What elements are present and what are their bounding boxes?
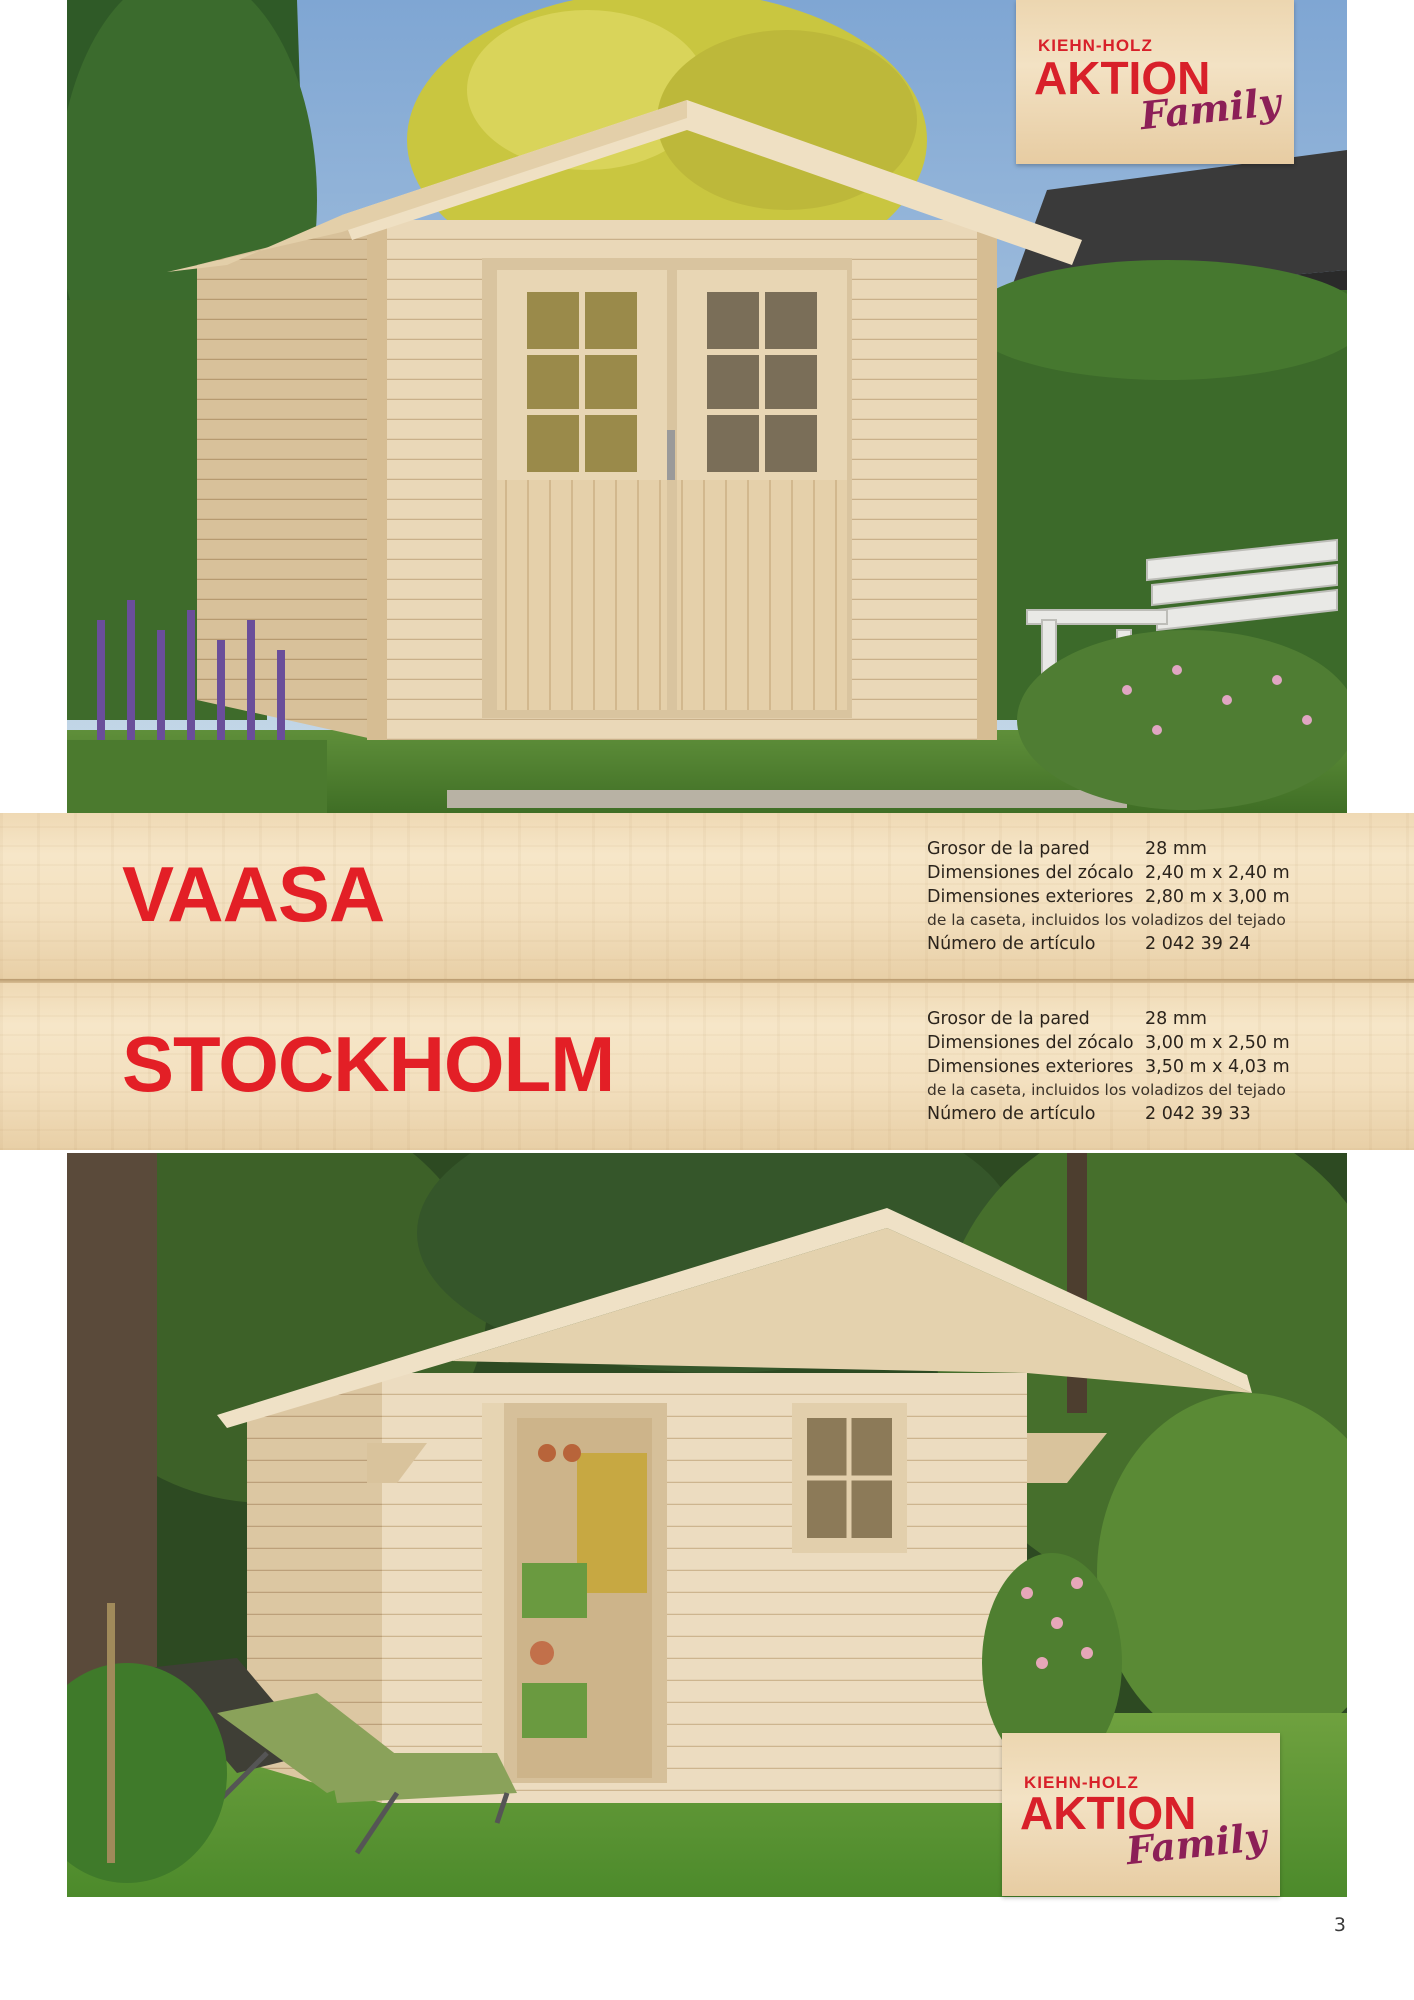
- spec-value: 2 042 39 33: [1145, 1104, 1251, 1124]
- spec-exterior-dimensions: [927, 1055, 1397, 1079]
- spec-base-dimensions: [927, 861, 1397, 885]
- product-title: VAASA: [122, 850, 385, 938]
- spec-label: Grosor de la pared: [927, 1009, 1090, 1029]
- spec-label: Número de artículo: [927, 934, 1096, 954]
- spec-list: [927, 1007, 1397, 1126]
- spec-label: Dimensiones exteriores: [927, 887, 1134, 907]
- badge-family: Family: [1138, 78, 1283, 139]
- spec-label: Número de artículo: [927, 1104, 1096, 1124]
- kiehn-holz-aktion-logo: [1016, 0, 1294, 164]
- product-band-stockholm: [0, 983, 1414, 1150]
- spec-article-number: [927, 932, 1397, 956]
- spec-label: Dimensiones exteriores: [927, 1057, 1134, 1077]
- spec-value: 28 mm: [1145, 839, 1207, 859]
- spec-value: 2 042 39 24: [1145, 934, 1251, 954]
- spec-label: Grosor de la pared: [927, 839, 1090, 859]
- spec-exterior-dimensions: [927, 885, 1397, 909]
- spec-list: [927, 837, 1397, 956]
- badge-aktion: AKTION: [1034, 52, 1211, 104]
- spec-label: Dimensiones del zócalo: [927, 1033, 1134, 1053]
- spec-wall-thickness: [927, 837, 1397, 861]
- spec-base-dimensions: [927, 1031, 1397, 1055]
- badge-aktion: AKTION: [1020, 1787, 1197, 1839]
- badge-brand: KIEHN-HOLZ: [1024, 1773, 1139, 1792]
- spec-wall-thickness: [927, 1007, 1397, 1031]
- product-title: STOCKHOLM: [122, 1020, 615, 1108]
- spec-value: 3,00 m x 2,50 m: [1145, 1033, 1290, 1053]
- page-number: 3: [1333, 1914, 1346, 1936]
- spec-value: 2,40 m x 2,40 m: [1145, 863, 1290, 883]
- product-band-vaasa: [0, 813, 1414, 980]
- spec-note: de la caseta, incluidos los voladizos del tejado: [927, 911, 1286, 929]
- spec-label: Dimensiones del zócalo: [927, 863, 1134, 883]
- spec-article-number: [927, 1102, 1397, 1126]
- spec-value: 2,80 m x 3,00 m: [1145, 887, 1290, 907]
- spec-value: 28 mm: [1145, 1009, 1207, 1029]
- badge-brand: KIEHN-HOLZ: [1038, 36, 1153, 55]
- spec-value: 3,50 m x 4,03 m: [1145, 1057, 1290, 1077]
- kiehn-holz-aktion-logo: [1002, 1733, 1280, 1896]
- spec-note: de la caseta, incluidos los voladizos del tejado: [927, 1081, 1286, 1099]
- badge-family: Family: [1124, 1813, 1269, 1874]
